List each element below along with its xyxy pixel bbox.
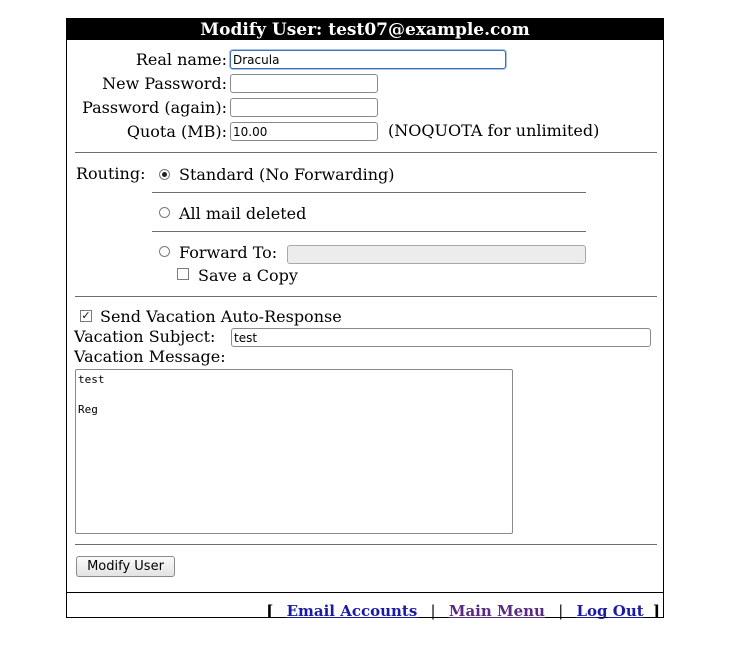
forward-to-input[interactable] — [287, 245, 586, 264]
divider — [75, 296, 657, 297]
modify-user-panel — [66, 18, 664, 618]
routing-standard-label: Standard (No Forwarding) — [179, 165, 395, 184]
vacation-enabled-checkbox[interactable]: ✓ — [81, 309, 91, 322]
password-again-label: Password (again): — [82, 98, 227, 117]
new-password-label: New Password: — [102, 74, 227, 93]
save-copy-checkbox[interactable] — [177, 268, 189, 280]
divider — [152, 192, 586, 193]
page-title: Modify User: test07@example.com — [67, 19, 663, 40]
save-copy-label: Save a Copy — [198, 266, 298, 285]
real-name-label: Real name: — [135, 50, 227, 69]
routing-forward-radio[interactable] — [159, 246, 170, 257]
quota-label: Quota (MB): — [126, 122, 227, 141]
footer-separator: | — [558, 602, 564, 620]
main-menu-link[interactable]: Main Menu — [448, 602, 545, 620]
password-again-input[interactable] — [230, 98, 378, 117]
divider — [152, 231, 586, 232]
footer-open-bracket: [ — [266, 602, 274, 620]
routing-deleted-label: All mail deleted — [179, 204, 307, 223]
footer-divider — [67, 592, 663, 593]
quota-hint: (NOQUOTA for unlimited) — [388, 121, 600, 140]
vacation-message-textarea[interactable] — [75, 369, 513, 534]
footer-close-bracket: ] — [652, 602, 660, 620]
divider — [75, 152, 657, 153]
routing-forward-label: Forward To: — [179, 243, 278, 262]
new-password-input[interactable] — [230, 74, 378, 93]
log-out-link[interactable]: Log Out — [576, 602, 644, 620]
vacation-message-label: Vacation Message: — [74, 347, 226, 366]
routing-label: Routing: — [76, 164, 146, 183]
divider — [75, 544, 657, 545]
email-accounts-link[interactable]: Email Accounts — [286, 602, 418, 620]
vacation-enabled-label: Send Vacation Auto-Response — [100, 307, 342, 326]
footer-nav — [266, 602, 660, 620]
modify-user-button[interactable]: Modify User — [76, 556, 175, 577]
routing-standard-radio[interactable] — [159, 169, 170, 180]
routing-deleted-radio[interactable] — [159, 207, 170, 218]
quota-input[interactable] — [230, 122, 378, 141]
real-name-input[interactable] — [230, 50, 506, 69]
vacation-subject-input[interactable] — [231, 328, 651, 347]
footer-separator: | — [430, 602, 436, 620]
vacation-subject-label: Vacation Subject: — [74, 327, 216, 346]
